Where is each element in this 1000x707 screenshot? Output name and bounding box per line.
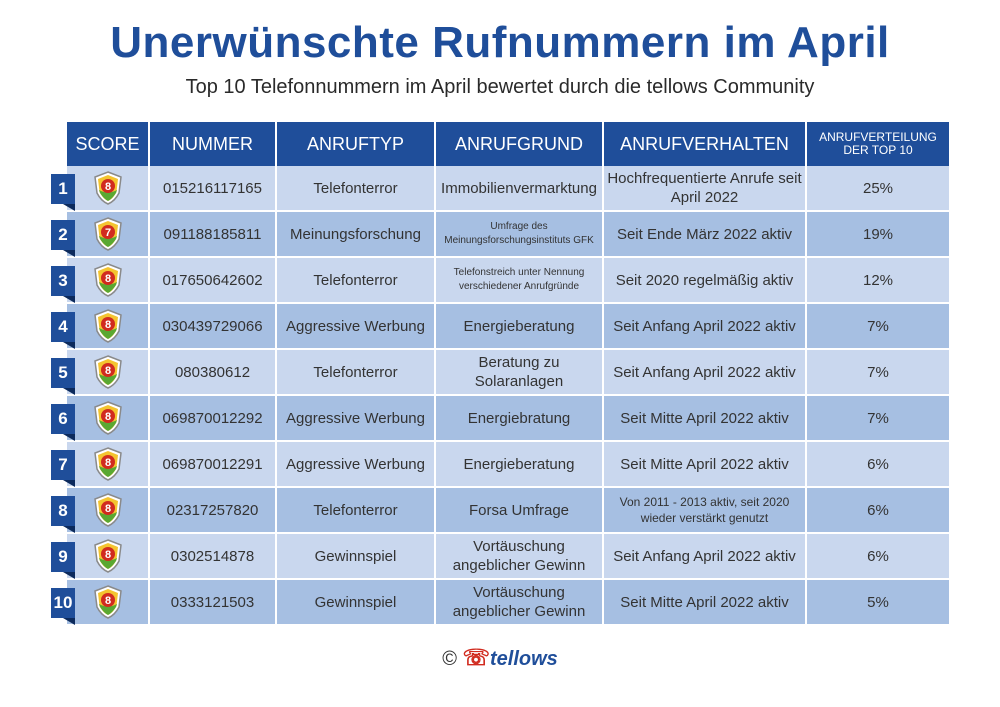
score-shield-icon: [93, 539, 123, 573]
cell-nummer: 017650642602: [149, 257, 276, 303]
rank-number: 9: [51, 542, 75, 572]
cell-anruftyp: Telefonterror: [276, 166, 435, 211]
table-row: [67, 303, 950, 349]
cell-anrufgrund: Vortäuschung angeblicher Gewinn: [435, 579, 603, 625]
cell-anrufgrund: Vortäuschung angeblicher Gewinn: [435, 533, 603, 579]
cell-nummer: 069870012292: [149, 395, 276, 441]
score-shield-icon: [93, 447, 123, 481]
cell-score: [67, 257, 149, 303]
brand-logo: tellows: [490, 648, 558, 670]
cell-score: [67, 579, 149, 625]
score-value: 8: [104, 595, 111, 607]
cell-anruftyp: Aggressive Werbung: [276, 441, 435, 487]
header-anrufverhalten: ANRUFVERHALTEN: [603, 122, 806, 166]
table-row: [67, 257, 950, 303]
score-shield-icon: [93, 309, 123, 343]
copyright-symbol: ©: [442, 648, 457, 670]
cell-anteil: 12%: [806, 257, 950, 303]
header-nummer: NUMMER: [149, 122, 276, 166]
rank-number: 4: [51, 312, 75, 342]
header-verteilung: ANRUFVERTEILUNG DER TOP 10: [806, 122, 950, 166]
score-value: 8: [104, 181, 111, 193]
cell-anrufverhalten: Seit Anfang April 2022 aktiv: [603, 303, 806, 349]
cell-nummer: 0302514878: [149, 533, 276, 579]
rank-number: 6: [51, 404, 75, 434]
cell-anteil: 6%: [806, 441, 950, 487]
score-shield-icon: [93, 585, 123, 619]
rank-number: 7: [51, 450, 75, 480]
table-row: [67, 441, 950, 487]
rank-number: 1: [51, 174, 75, 204]
rank-number: 3: [51, 266, 75, 296]
cell-score: [67, 395, 149, 441]
table-row: [67, 579, 950, 625]
cell-anrufgrund: Beratung zu Solaranlagen: [435, 349, 603, 395]
cell-nummer: 02317257820: [149, 487, 276, 533]
cell-anrufgrund: Energieberatung: [435, 441, 603, 487]
cell-anteil: 25%: [806, 166, 950, 211]
header-anrufgrund: ANRUFGRUND: [435, 122, 603, 166]
cell-anrufgrund: Immobilienvermarktung: [435, 166, 603, 211]
header-score: SCORE: [67, 122, 149, 166]
score-shield-icon: [93, 493, 123, 527]
cell-anrufverhalten: Seit Anfang April 2022 aktiv: [603, 533, 806, 579]
cell-anteil: 6%: [806, 533, 950, 579]
cell-anruftyp: Telefonterror: [276, 257, 435, 303]
cell-anruftyp: Aggressive Werbung: [276, 303, 435, 349]
cell-nummer: 030439729066: [149, 303, 276, 349]
score-shield-icon: [93, 217, 123, 251]
cell-score: [67, 349, 149, 395]
cell-anruftyp: Gewinnspiel: [276, 579, 435, 625]
cell-anruftyp: Aggressive Werbung: [276, 395, 435, 441]
table-row: [67, 487, 950, 533]
cell-nummer: 015216117165: [149, 166, 276, 211]
rank-number: 5: [51, 358, 75, 388]
cell-anrufverhalten: Von 2011 - 2013 aktiv, seit 2020 wieder verstärkt genutzt: [603, 487, 806, 533]
cell-score: [67, 533, 149, 579]
table-row: [67, 211, 950, 257]
header-anruftyp: ANRUFTYP: [276, 122, 435, 166]
cell-nummer: 080380612: [149, 349, 276, 395]
cell-anrufverhalten: Seit Mitte April 2022 aktiv: [603, 579, 806, 625]
rank-number: 2: [51, 220, 75, 250]
footer: [0, 645, 1000, 671]
table-row: [67, 395, 950, 441]
score-value: 8: [104, 503, 111, 515]
cell-nummer: 069870012291: [149, 441, 276, 487]
score-value: 7: [104, 227, 111, 239]
cell-anrufgrund: Telefonstreich unter Nennung verschiedener Anrufgründe: [435, 257, 603, 303]
cell-anrufverhalten: Seit Mitte April 2022 aktiv: [603, 395, 806, 441]
cell-anrufgrund: Umfrage des Meinungsforschungsinstituts GFK: [435, 211, 603, 257]
score-value: 8: [104, 457, 111, 469]
score-shield-icon: [93, 171, 123, 205]
page-subtitle: Top 10 Telefonnummern im April bewertet durch die tellows Community: [185, 76, 815, 98]
cell-score: [67, 211, 149, 257]
cell-anteil: 7%: [806, 349, 950, 395]
rank-number: 10: [51, 588, 75, 618]
cell-score: [67, 441, 149, 487]
cell-anrufgrund: Energieberatung: [435, 303, 603, 349]
table-row: [67, 533, 950, 579]
cell-anrufverhalten: Seit 2020 regelmäßig aktiv: [603, 257, 806, 303]
cell-anruftyp: Telefonterror: [276, 349, 435, 395]
score-value: 8: [104, 411, 111, 423]
score-shield-icon: [93, 355, 123, 389]
cell-anteil: 7%: [806, 303, 950, 349]
score-value: 8: [104, 549, 111, 561]
cell-anruftyp: Meinungsforschung: [276, 211, 435, 257]
cell-score: [67, 166, 149, 211]
cell-anteil: 6%: [806, 487, 950, 533]
score-value: 8: [104, 273, 111, 285]
ranking-table: [67, 122, 951, 626]
phone-icon: ☏: [462, 645, 491, 670]
cell-anteil: 5%: [806, 579, 950, 625]
cell-anrufverhalten: Hochfrequentierte Anrufe seit April 2022: [603, 166, 806, 211]
score-value: 8: [104, 365, 111, 377]
cell-anteil: 19%: [806, 211, 950, 257]
cell-nummer: 091188185811: [149, 211, 276, 257]
cell-score: [67, 487, 149, 533]
cell-nummer: 0333121503: [149, 579, 276, 625]
cell-score: [67, 303, 149, 349]
cell-anrufgrund: Energiebratung: [435, 395, 603, 441]
rank-number: 8: [51, 496, 75, 526]
score-value: 8: [104, 319, 111, 331]
score-shield-icon: [93, 401, 123, 435]
table-row: [67, 166, 950, 211]
score-shield-icon: [93, 263, 123, 297]
cell-anruftyp: Telefonterror: [276, 487, 435, 533]
cell-anrufverhalten: Seit Anfang April 2022 aktiv: [603, 349, 806, 395]
cell-anrufgrund: Forsa Umfrage: [435, 487, 603, 533]
cell-anteil: 7%: [806, 395, 950, 441]
table-header-row: [67, 122, 950, 166]
cell-anrufverhalten: Seit Ende März 2022 aktiv: [603, 211, 806, 257]
page-title: Unerwünschte Rufnummern im April: [110, 18, 890, 67]
table-row: [67, 349, 950, 395]
cell-anruftyp: Gewinnspiel: [276, 533, 435, 579]
cell-anrufverhalten: Seit Mitte April 2022 aktiv: [603, 441, 806, 487]
